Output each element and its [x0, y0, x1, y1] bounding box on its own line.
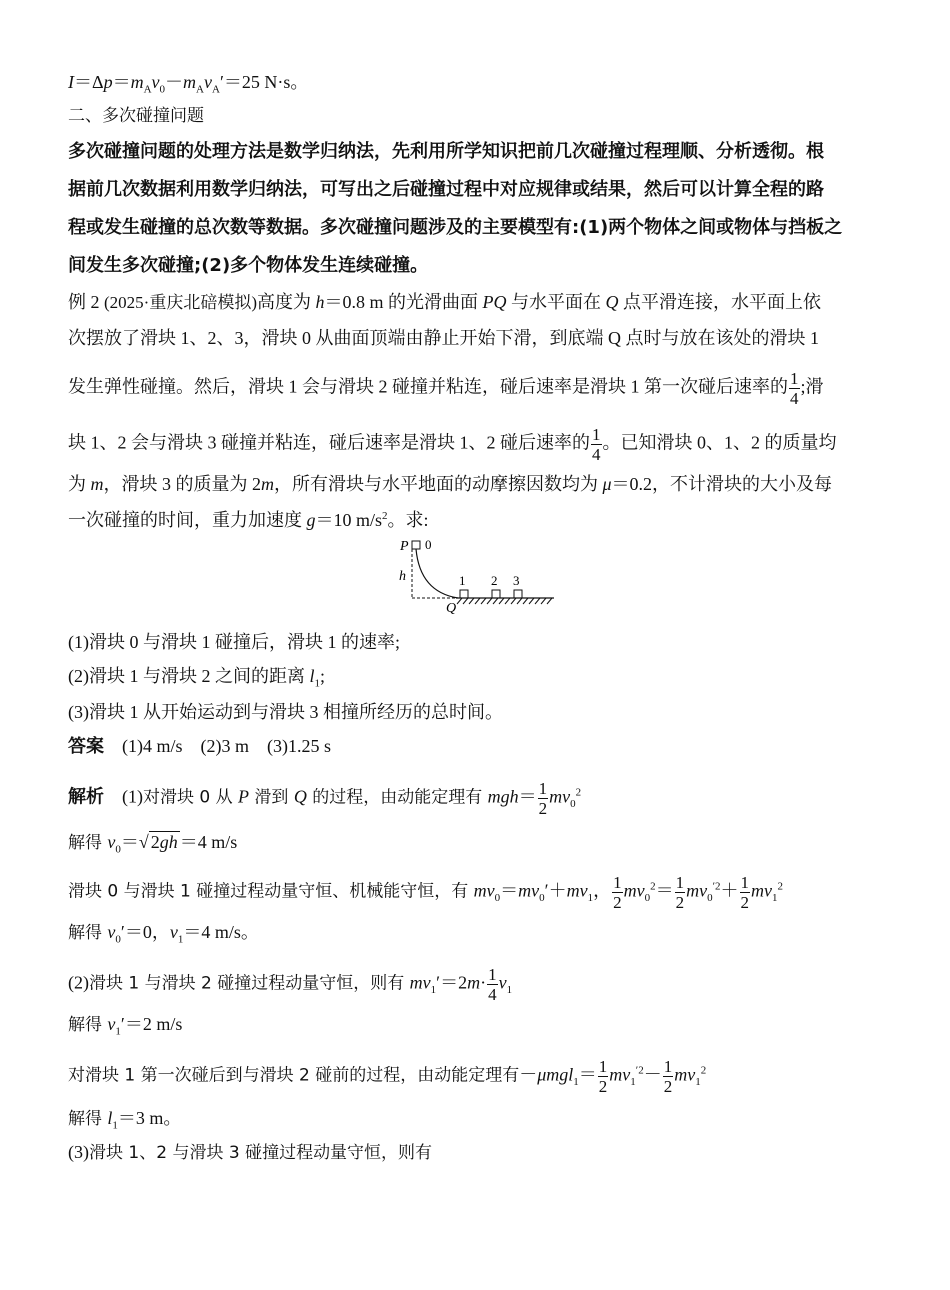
ground-hatch: [457, 598, 552, 604]
method-paragraph-line-1: 多次碰撞问题的处理方法是数学归纳法，先利用所学知识把前几次碰撞过程理顺、分析透彻。根: [68, 141, 824, 162]
label-3: 3: [513, 573, 520, 588]
question-3: (3)滑块 1 从开始运动到与滑块 3 相撞所经历的总时间。: [68, 702, 503, 722]
impulse-equation: $I=\Delta p=m_Av_0-m_Av_A'=25$ N·s。: [68, 72, 309, 96]
fraction-one-half: $\frac{1}{2}$: [675, 873, 685, 912]
fraction-one-quarter: $\frac{1}{4}$: [592, 425, 601, 464]
fraction-one-half: $\frac{1}{2}$: [740, 873, 749, 912]
example-line-2: 次摆放了滑块 1、2、3，滑块 0 从曲面顶端由静止开始下滑，到底端 Q 点时与放在该处的滑块 1: [68, 328, 819, 348]
solution-line-9: (3)滑块 1、2 与滑块 3 碰撞过程动量守恒，则有: [68, 1142, 433, 1163]
question-1: (1)滑块 0 与滑块 1 碰撞后，滑块 1 的速率;: [68, 632, 400, 652]
question-2: (2)滑块 1 与滑块 2 之间的距离 $l_1$;: [68, 666, 326, 690]
example-line-3: 发生弹性碰撞。然后，滑块 1 会与滑块 2 碰撞并粘连，碰后速率是滑块 1 第一次碰后速率的 $\frac{1}{4}$ ;滑: [68, 369, 824, 408]
block-2: [492, 590, 500, 598]
example-line-4: 块 1、2 会与滑块 3 碰撞并粘连，碰后速率是滑块 1、2 碰后速率的 $\frac{1}{4}$ 。已知滑块 0、1、2 的质量均: [68, 425, 837, 464]
solution-line-3: 滑块 0 与滑块 1 碰撞过程动量守恒、机械能守恒，有 $mv_0=mv_0'+mv_1$， $\frac{1}{2}$ $mv_0^2=$ $\frac{1}{2}$ $mv_0^{'2}+$ $\frac{1}{2}$ $mv_1^2$: [68, 873, 783, 912]
example-source: (2025·重庆北碚模拟): [104, 293, 257, 312]
method-paragraph-line-2: 据前几次数据利用数学归纳法，可写出之后碰撞过程中对应规律或结果，然后可以计算全程的路: [68, 179, 824, 200]
block-3: [514, 590, 522, 598]
answer-label: 答案: [68, 736, 104, 757]
fraction-one-quarter: $\frac{1}{4}$: [488, 965, 497, 1004]
answer-3: (3)1.25 s: [267, 736, 331, 756]
method-paragraph-line-3: 程或发生碰撞的总次数等数据。多次碰撞问题涉及的主要模型有:(1)两个物体之间或物体与挡板之: [68, 217, 843, 238]
label-h: h: [399, 569, 406, 584]
fraction-one-half: $\frac{1}{2}$: [538, 779, 548, 818]
fraction-one-half: $\frac{1}{2}$: [598, 1057, 608, 1096]
block-1: [460, 590, 468, 598]
answer-line: [68, 734, 331, 759]
fraction-one-half: $\frac{1}{2}$: [613, 873, 622, 912]
example-line-5: 为 m，滑块 3 的质量为 2m，所有滑块与水平地面的动摩擦因数均为 μ＝0.2，不计滑块的大小及每: [68, 474, 833, 494]
solution-line-7: 对滑块 1 第一次碰后到与滑块 2 碰前的过程，由动能定理有－μmgl$_1$＝ $\frac{1}{2}$ $mv_1^{'2}-$ $\frac{1}{2}$ $mv_1^2$: [68, 1057, 707, 1096]
fraction-one-half: $\frac{1}{2}$: [663, 1057, 673, 1096]
method-paragraph-line-4: 间发生多次碰撞;(2)多个物体发生连续碰撞。: [68, 255, 429, 276]
solution-line-2: 解得 $v_0=√$ 2gh ＝4 m/s: [68, 832, 238, 856]
solution-line-4: 解得 $v_0'=0$，$v_1=4$ m/s。: [68, 922, 259, 946]
solution-line-5: (2)滑块 1 与滑块 2 碰撞过程动量守恒，则有 $mv_1'=2m\cdot$ $\frac{1}{4}$ $v_1$: [68, 965, 513, 1004]
answer-1: (1)4 m/s: [122, 736, 183, 756]
solution-line-8: 解得 $l_1=3$ m。: [68, 1108, 182, 1132]
answer-2: (2)3 m: [200, 736, 249, 756]
curved-slope: [416, 549, 458, 598]
example-line-1: 例 2 (2025·重庆北碚模拟)高度为 h＝0.8 m 的光滑曲面 PQ 与水平面在 Q 点平滑连接，水平面上依: [68, 292, 821, 312]
block-0: [412, 541, 420, 549]
label-0: 0: [425, 537, 432, 552]
example-line-6: 一次碰撞的时间，重力加速度 g＝10 $m/s^2$。求:: [68, 510, 429, 530]
label-Q: Q: [446, 601, 457, 616]
label-1: 1: [459, 573, 466, 588]
label-P: P: [400, 539, 409, 554]
solution-line-6: 解得 $v_1'=2$ m/s: [68, 1014, 183, 1038]
solution-label: 解析: [68, 786, 104, 808]
label-2: 2: [491, 573, 498, 588]
fraction-one-quarter: $\frac{1}{4}$: [790, 369, 799, 408]
section-heading: 二、多次碰撞问题: [68, 106, 204, 126]
example-label: 例 2: [68, 292, 100, 312]
solution-line-1: 解析 (1)对滑块 0 从 P 滑到 Q 的过程，由动能定理有 mgh＝ $\frac{1}{2}$ $mv_0^2$: [68, 779, 582, 818]
curved-slope-figure: [392, 534, 562, 616]
